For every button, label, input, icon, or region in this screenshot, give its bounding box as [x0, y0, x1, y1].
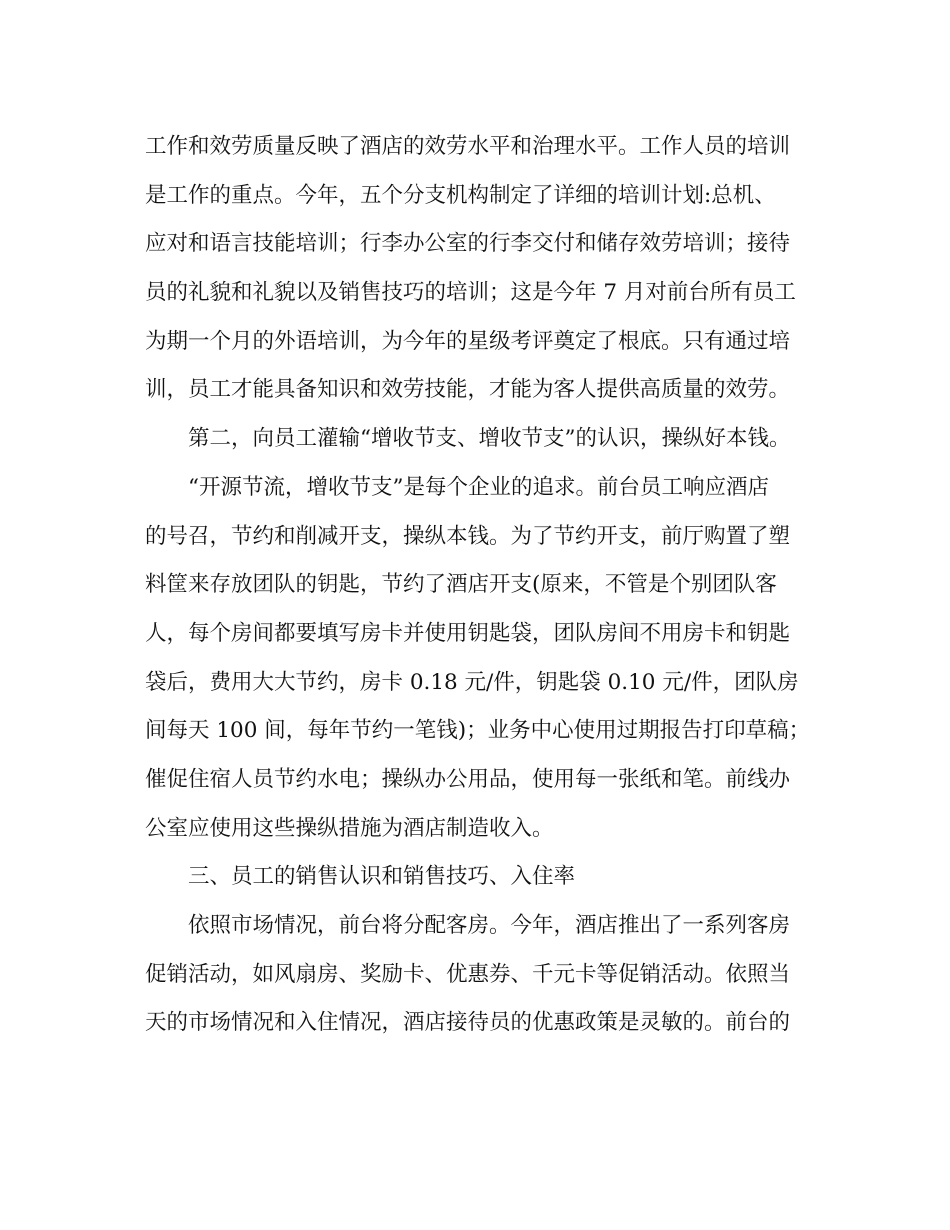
text-line: 人，每个房间都要填写房卡并使用钥匙袋，团队房间不用房卡和钥匙	[145, 620, 791, 646]
text-line: 训，员工才能具备知识和效劳技能，才能为客人提供高质量的效劳。	[145, 377, 791, 403]
section-heading-line: 三、员工的销售认识和销售技巧、入住率	[145, 864, 576, 890]
section-heading-line: 第二，向员工灌输“增收节支、增收节支”的认识，操纵好本钱。	[145, 426, 791, 452]
text-line: 袋后，费用大大节约，房卡 0.18 元/件，钥匙袋 0.10 元/件，团队房	[145, 669, 799, 695]
text-line: 料筐来存放团队的钥匙，节约了酒店开支(原来，不管是个别团队客	[145, 572, 777, 598]
text-line: 的号召，节约和削减开支，操纵本钱。为了节约开支，前厅购置了塑	[145, 523, 791, 549]
text-line: 间每天 100 间，每年节约一笔钱)；业务中心使用过期报告打印草稿；	[145, 718, 810, 744]
text-line: 天的市场情况和入住情况，酒店接待员的优惠政策是灵敏的。前台的	[145, 1010, 791, 1036]
text-line: “开源节流，增收节支”是每个企业的追求。前台员工响应酒店	[145, 474, 769, 500]
text-line: 工作和效劳质量反映了酒店的效劳水平和治理水平。工作人员的培训	[145, 134, 791, 159]
text-line: 公室应使用这些操纵措施为酒店制造收入。	[145, 815, 554, 841]
text-line: 依照市场情况，前台将分配客房。今年，酒店推出了一系列客房	[145, 913, 791, 938]
text-line: 催促住宿人员节约水电；操纵办公用品，使用每一张纸和笔。前线办	[145, 766, 791, 792]
text-line: 为期一个月的外语培训，为今年的星级考评奠定了根底。只有通过培	[145, 328, 791, 354]
text-line: 员的礼貌和礼貌以及销售技巧的培训；这是今年 7 月对前台所有员工	[145, 280, 796, 306]
text-line: 应对和语言技能培训；行李办公室的行李交付和储存效劳培训；接待	[145, 231, 791, 257]
body-text	[145, 123, 810, 1048]
text-line: 是工作的重点。今年，五个分支机构制定了详细的培训计划:总机、	[145, 182, 776, 208]
text-line: 促销活动，如风扇房、奖励卡、优惠券、千元卡等促销活动。依照当	[145, 961, 791, 987]
